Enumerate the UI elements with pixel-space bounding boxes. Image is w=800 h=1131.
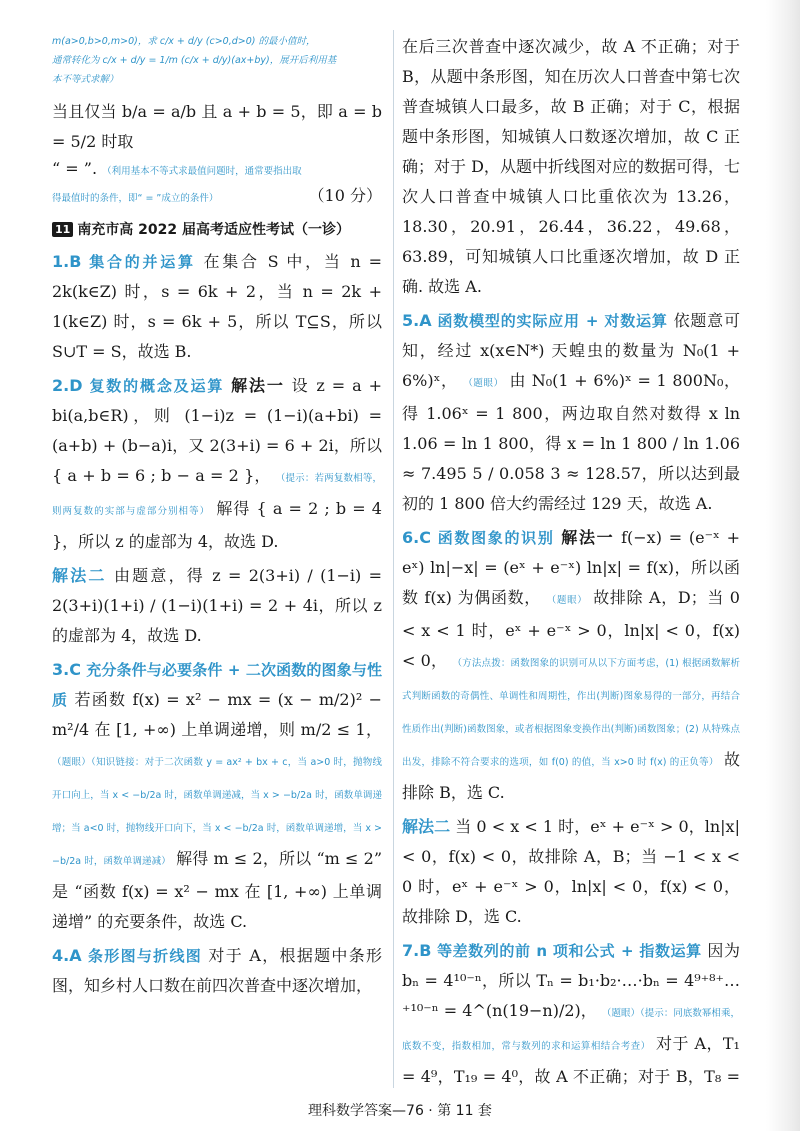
right-column bbox=[402, 32, 740, 1087]
equality-note-line-3 bbox=[52, 184, 382, 211]
question-6-method-2-label: 解法二 bbox=[402, 817, 451, 836]
question-6 bbox=[402, 523, 740, 808]
section-number-badge: 11 bbox=[52, 222, 73, 237]
question-2-hint: （提示：若两复数相等，则两复数的实部与虚部分别相等） bbox=[52, 473, 382, 517]
question-3-topic: 充分条件与必要条件 + 二次函数的图象与性质 bbox=[52, 661, 382, 709]
question-3-result: 解得 m ≤ 2，所以 “m ≤ 2” 是 “函数 f(x) = x² − mx 在 [1, +∞) 上单调递增” 的充要条件，故选 C. bbox=[52, 849, 382, 931]
question-4-continued: 在后三次普查中逐次减少，故 A 不正确；对于 B，从题中条形图，知在历次人口普查中第七次普查城镇人口最多，故 B 正确；对于 C，根据题中条形图，知城镇人口数逐次增加，故 C 正确；对于 D，从题中折线图对应的数据可得，七次人口普查中城镇人口比重依次为 13.26，18.30，20.91，26.44，36.22，49.68，63.89，可知城镇人口比重逐次增加，故 D 正确. 故选 A. bbox=[402, 37, 740, 296]
equality-note-block bbox=[52, 157, 382, 184]
question-6-text-4: 当 0 < x < 1 时，eˣ + e⁻ˣ > 0，ln|x| < 0，f(x) < 0，故排除 A，B；当 −1 < x < 0 时，eˣ + e⁻ˣ > 0，ln|x| < 0，f(x) < 0，故排除 D，选 C. bbox=[402, 817, 740, 926]
question-7 bbox=[402, 936, 740, 1087]
question-4-number: 4.A bbox=[52, 946, 82, 965]
question-7-number: 7.B bbox=[402, 941, 432, 960]
top-note-line-1: m(a>0,b>0,m>0)，求 c/x + d/y (c>0,d>0) 的最小值时， bbox=[52, 36, 316, 47]
page-edge-shadow bbox=[766, 0, 800, 1131]
question-1-topic: 集合的并运算 bbox=[89, 253, 196, 271]
equality-note-2: 得最值时的条件，即“ = ”成立的条件） bbox=[52, 193, 219, 204]
question-5-number: 5.A bbox=[402, 311, 432, 330]
question-5-topic: 函数模型的实际应用 + 对数运算 bbox=[437, 312, 668, 330]
question-5-text-2: 由 N₀(1 + 6%)ˣ = 1 800N₀，得 1.06ˣ = 1 800，两边取自然对数得 x ln 1.06 = ln 1 800，得 x = ln 1 800 / ln 1.06 ≈ 7.495 5 / 0.058 3 ≈ 128.57，所以达到最初的 1 800 倍大约需经过 129 天，故选 A. bbox=[402, 371, 740, 513]
question-2-method-1-result: 解得 { a = 2 ; b = 4 }，所以 z 的虚部为 4，故选 D. bbox=[52, 499, 382, 551]
question-6-method-note: （方法点拨：函数图象的识别可从以下方面考虑，(1) 根据函数解析式判断函数的奇偶性、单调性和周期性，作出(判断)图象易得的一部分，再结合性质作出(判断)函数图象，或者根据图象变换作出(判断)函数图象；(2) 从特殊点出发，排除不符合要求的选项，如 f(0) 的值，当 x>0 时 f(x) 的正负等） bbox=[402, 658, 740, 768]
top-note-line-2: 通常转化为 c/x + d/y = 1/m (c/x + d/y)(ax+by)，展开后利用基 bbox=[52, 55, 337, 66]
equality-sign-text: “ = ”. bbox=[52, 159, 98, 178]
column-divider bbox=[393, 30, 394, 1088]
question-7-text-1: 因为 bₙ = 4¹⁰⁻ⁿ，所以 Tₙ = b₁·b₂·…·bₙ = 4⁹⁺⁸⁺…⁺¹⁰⁻ⁿ = 4^(n(19−n)/2)， bbox=[402, 941, 740, 1020]
question-3-text: 若函数 f(x) = x² − mx = (x − m/2)² − m²/4 在 [1, +∞) 上单调递增，则 m/2 ≤ 1， bbox=[52, 690, 382, 739]
question-7-text-2: 对于 A，T₁ = 4⁹，T₁₉ = 4⁰，故 A 不正确；对于 B，T₈ = bbox=[402, 1034, 740, 1086]
question-4-topic: 条形图与折线图 bbox=[87, 947, 203, 965]
question-6-method-2 bbox=[402, 812, 740, 932]
equality-note-1: （利用基本不等式求最值问题时，通常要指出取 bbox=[102, 166, 302, 177]
question-6-text-2: 故排除 A，D；当 0 < x < 1 时，eˣ + e⁻ˣ > 0，ln|x| < 0，f(x) < 0， bbox=[402, 588, 740, 670]
question-3 bbox=[52, 655, 382, 937]
section-header bbox=[52, 219, 382, 239]
question-5-text-1: 依题意可知，经过 x(x∈N*) 天蝗虫的数量为 N₀(1 + 6%)ˣ， bbox=[402, 311, 740, 390]
top-note-line-3: 本不等式求解） bbox=[52, 74, 119, 85]
question-2-method-2-result: = 2(3+i)(1+i) / (1−i)(1+i) = 2 + 4i，所以 z 的虚部为 4，故选 D. bbox=[52, 566, 382, 645]
question-6-text-3: 故排除 B，选 C. bbox=[402, 750, 740, 802]
question-5-note: （题眼） bbox=[463, 378, 504, 389]
question-2-method-2-text: 由题意，得 z = 2(3+i) / (1−i) bbox=[113, 566, 362, 585]
question-6-number: 6.C bbox=[402, 528, 431, 547]
question-2-method-2 bbox=[52, 561, 382, 651]
equality-condition-text: 当且仅当 b/a = a/b 且 a + b = 5，即 a = b = 5/2 时取 bbox=[52, 102, 382, 151]
question-6-note-1: （题眼） bbox=[546, 595, 588, 606]
question-2-method-1-text: 设 z = a + bi(a,b∈R)，则 (1−i)z = (1−i)(a+bi) = (a+b) + (b−a)i，又 2(3+i) = 6 + 2i，所以 bbox=[52, 376, 382, 455]
question-4-text: 对于 A，根据题中条形图，知乡村人口数在前四次普查中逐次增加， bbox=[52, 946, 382, 995]
question-6-method-1-label: 解法一 bbox=[561, 528, 615, 547]
page-footer: 理科数学答案—76 · 第 11 套 bbox=[308, 1103, 492, 1119]
score-label: （10 分） bbox=[308, 186, 382, 205]
question-2-method-2-label: 解法二 bbox=[52, 566, 107, 585]
question-6-text-1: f(−x) = (e⁻ˣ + eˣ) ln|−x| = (eˣ + e⁻ˣ) ln|x| = f(x)，所以函数 f(x) 为偶函数， bbox=[402, 528, 740, 607]
question-2 bbox=[52, 371, 382, 557]
question-5 bbox=[402, 306, 740, 519]
question-1-number: 1.B bbox=[52, 252, 82, 271]
question-4 bbox=[52, 941, 382, 1001]
question-7-note: （题眼）（提示：同底数幂相乘，底数不变，指数相加，常与数列的求和运算相结合考查） bbox=[402, 1008, 740, 1052]
question-3-knowledge-note: （题眼）（知识链接：对于二次函数 y = ax² + bx + c，当 a>0 时，抛物线开口向上，当 x < −b/2a 时，函数单调递减，当 x > −b/2a 时，函数单调递增；当 a<0 时，抛物线开口向下，当 x < −b/2a 时，函数单调递增，当 x > −b/2a 时，函数单调递减） bbox=[52, 757, 382, 867]
question-6-topic: 函数图象的识别 bbox=[437, 529, 555, 547]
question-3-number: 3.C bbox=[52, 660, 81, 679]
question-2-system-1: { a + b = 6 ; b − a = 2 }， bbox=[52, 466, 271, 485]
section-title: 南充市高 2022 届高考适应性考试（一诊） bbox=[77, 222, 351, 238]
question-1 bbox=[52, 247, 382, 367]
question-2-number: 2.D bbox=[52, 376, 83, 395]
question-7-topic: 等差数列的前 n 项和公式 + 指数运算 bbox=[437, 942, 702, 960]
question-1-solution: 在集合 S 中，当 n = 2k(k∈Z) 时，s = 6k + 2，当 n = 2k + 1(k∈Z) 时，s = 6k + 5，所以 T⊆S，所以 S∪T = S，故选 B. bbox=[52, 252, 382, 361]
question-2-topic: 复数的概念及运算 bbox=[89, 377, 225, 395]
question-2-method-1-label: 解法一 bbox=[231, 376, 285, 395]
left-column bbox=[52, 32, 382, 1087]
